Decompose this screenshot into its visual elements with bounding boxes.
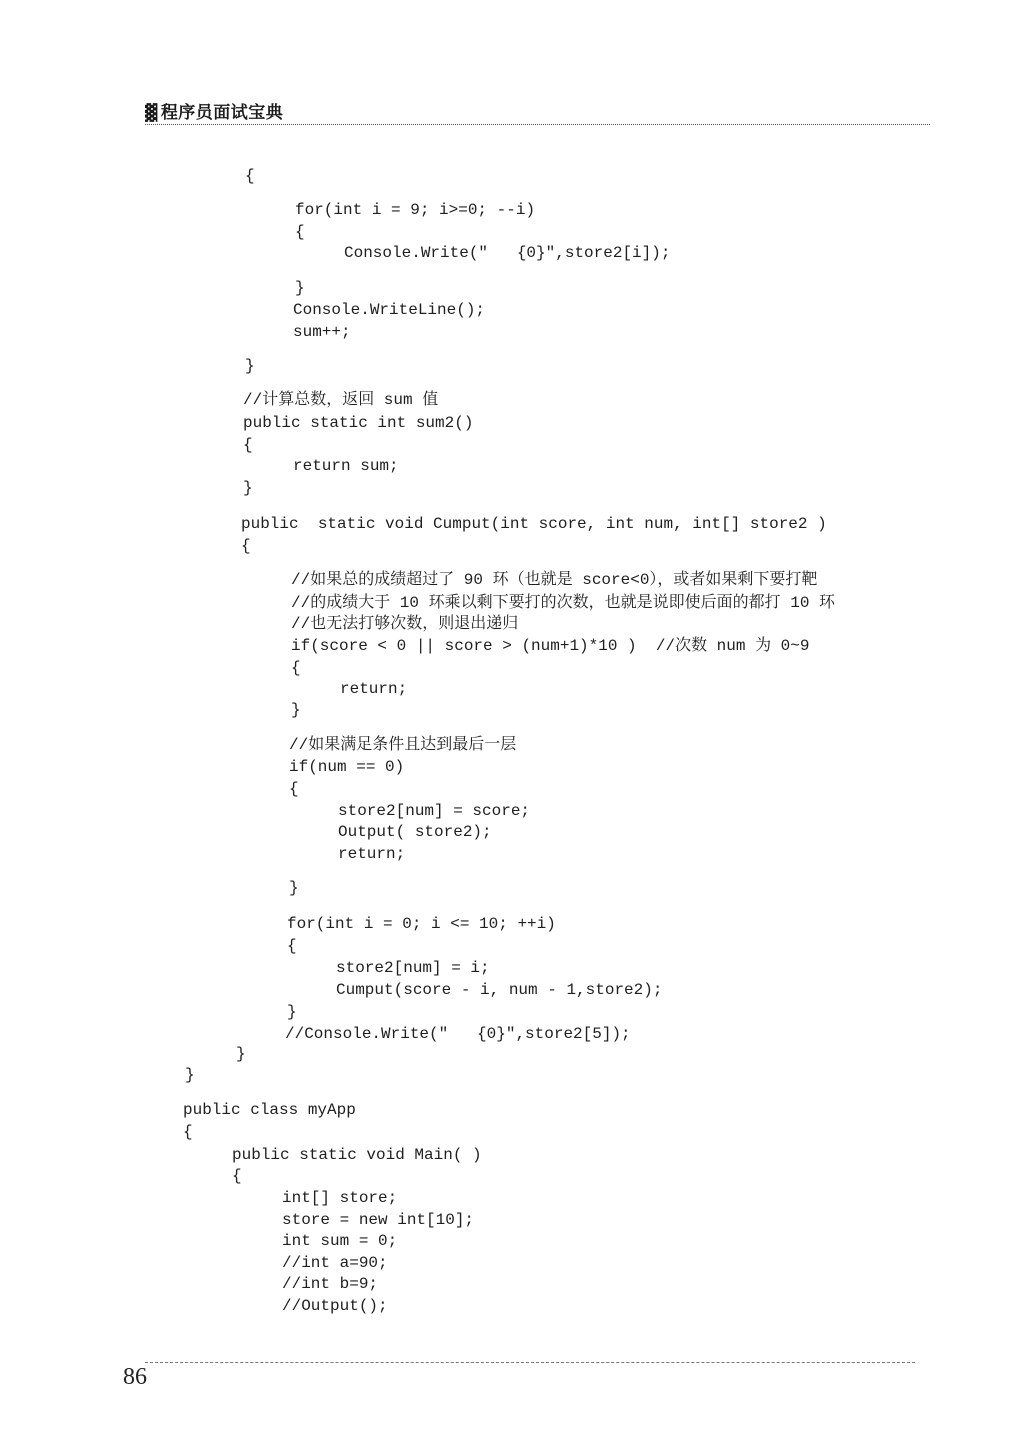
code-line: { bbox=[291, 659, 301, 677]
code-line: store2[num] = i; bbox=[336, 959, 490, 977]
code-comment: //Output(); bbox=[282, 1297, 388, 1315]
code-line: return; bbox=[340, 680, 408, 698]
code-line: public static int sum2() bbox=[243, 414, 474, 432]
code-line: { bbox=[245, 167, 255, 185]
code-comment: //如果总的成绩超过了 90 环（也就是 score<0），或者如果剩下要打靶 bbox=[291, 571, 818, 589]
code-line: int[] store; bbox=[282, 1189, 398, 1207]
code-comment: //的成绩大于 10 环乘以剩下要打的次数，也就是说即使后面的都打 10 环 bbox=[291, 594, 836, 612]
code-line: { bbox=[232, 1167, 242, 1185]
code-comment: //也无法打够次数，则退出递归 bbox=[291, 615, 519, 633]
code-line: } bbox=[289, 879, 299, 897]
code-comment: //int b=9; bbox=[282, 1275, 379, 1293]
code-line: { bbox=[289, 780, 299, 798]
code-line: Console.WriteLine(); bbox=[293, 301, 486, 319]
footer-rule bbox=[145, 1362, 915, 1363]
page-number: 86 bbox=[123, 1364, 147, 1390]
code-line: Cumput(score - i, num - 1,store2); bbox=[336, 981, 663, 999]
code-line: { bbox=[295, 223, 305, 241]
code-comment: //计算总数，返回 sum 值 bbox=[243, 391, 439, 409]
code-line: if(num == 0) bbox=[289, 758, 405, 776]
code-line: } bbox=[185, 1066, 195, 1084]
code-line: Console.Write(" {0}",store2[i]); bbox=[344, 244, 671, 262]
code-comment: //Console.Write(" {0}",store2[5]); bbox=[285, 1025, 631, 1043]
code-line: for(int i = 0; i <= 10; ++i) bbox=[287, 915, 556, 933]
code-line: if(score < 0 || score > (num+1)*10 ) //次数 num 为 0~9 bbox=[291, 637, 810, 655]
code-line: { bbox=[243, 436, 253, 454]
code-line: { bbox=[241, 537, 251, 555]
code-line: } bbox=[291, 701, 301, 719]
code-line: { bbox=[183, 1123, 193, 1141]
code-line: } bbox=[287, 1003, 297, 1021]
code-line: public static void Main( ) bbox=[232, 1146, 482, 1164]
code-line: return; bbox=[338, 845, 406, 863]
code-line: } bbox=[236, 1045, 246, 1063]
code-line: int sum = 0; bbox=[282, 1232, 398, 1250]
code-comment: //如果满足条件且达到最后一层 bbox=[289, 736, 517, 754]
code-comment: //int a=90; bbox=[282, 1254, 388, 1272]
header-mark-icon: ▓ bbox=[145, 103, 158, 122]
code-line: public class myApp bbox=[183, 1101, 356, 1119]
code-line: } bbox=[245, 357, 255, 375]
code-line: } bbox=[295, 279, 305, 297]
code-line: } bbox=[243, 479, 253, 497]
code-line: { bbox=[287, 937, 297, 955]
code-line: return sum; bbox=[293, 457, 399, 475]
code-line: sum++; bbox=[293, 323, 351, 341]
book-title: 程序员面试宝典 bbox=[160, 103, 284, 123]
code-line: store = new int[10]; bbox=[282, 1211, 475, 1229]
code-line: public static void Cumput(int score, int num, int[] store2 ) bbox=[241, 515, 827, 533]
code-line: for(int i = 9; i>=0; --i) bbox=[295, 201, 536, 219]
code-line: store2[num] = score; bbox=[338, 802, 531, 820]
code-line: Output( store2); bbox=[338, 823, 492, 841]
